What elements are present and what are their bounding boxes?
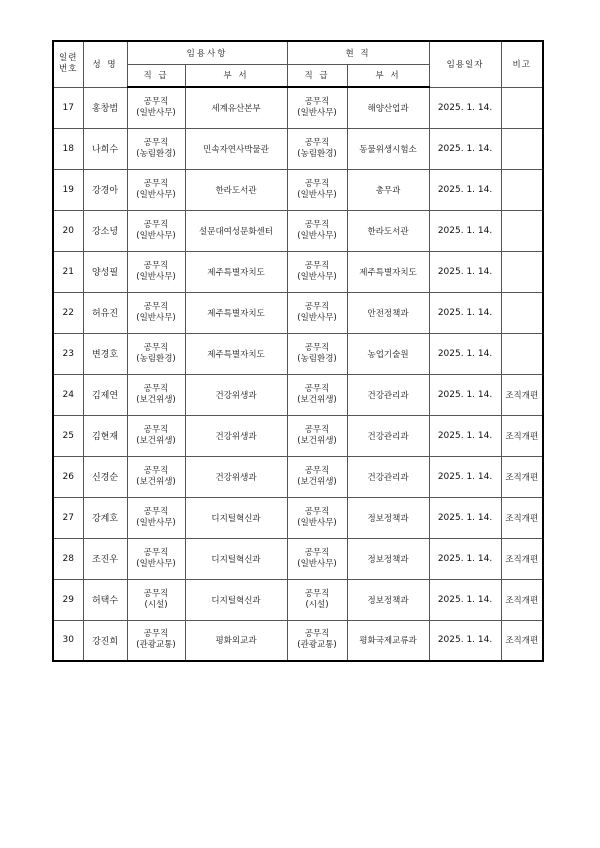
row-cur-rank: 공무직 (보건위생): [287, 456, 347, 497]
row-name: 강진희: [83, 620, 127, 661]
row-serial: 29: [53, 579, 83, 620]
row-cur-rank: 공무직 (일반사무): [287, 497, 347, 538]
row-note: [501, 169, 543, 210]
row-new-rank: 공무직 (농림환경): [127, 333, 185, 374]
row-new-dept: 제주특별자치도: [185, 292, 287, 333]
header-note: 비고: [501, 41, 543, 87]
row-note: [501, 128, 543, 169]
row-name: 허유진: [83, 292, 127, 333]
row-name: 나희수: [83, 128, 127, 169]
header-cur-dept: 부 서: [347, 64, 429, 87]
row-cur-rank: 공무직 (시설): [287, 579, 347, 620]
row-cur-dept: 정보정책과: [347, 497, 429, 538]
table-row: [53, 333, 543, 374]
row-new-rank: 공무직 (일반사무): [127, 169, 185, 210]
row-name: 김제연: [83, 374, 127, 415]
row-serial: 20: [53, 210, 83, 251]
row-date: 2025. 1. 14.: [429, 620, 501, 661]
header-current-position: 현 직: [287, 41, 429, 64]
table-row: [53, 292, 543, 333]
row-new-rank: 공무직 (일반사무): [127, 210, 185, 251]
row-cur-dept: 정보정책과: [347, 579, 429, 620]
row-date: 2025. 1. 14.: [429, 87, 501, 128]
row-new-dept: 민속자연사박물관: [185, 128, 287, 169]
row-date: 2025. 1. 14.: [429, 415, 501, 456]
row-name: 강경아: [83, 169, 127, 210]
row-cur-rank: 공무직 (관광교통): [287, 620, 347, 661]
row-name: 허택수: [83, 579, 127, 620]
row-date: 2025. 1. 14.: [429, 210, 501, 251]
row-serial: 27: [53, 497, 83, 538]
row-date: 2025. 1. 14.: [429, 292, 501, 333]
row-new-dept: 제주특별자치도: [185, 333, 287, 374]
row-note: [501, 210, 543, 251]
row-name: 홍창범: [83, 87, 127, 128]
row-cur-rank: 공무직 (일반사무): [287, 538, 347, 579]
row-date: 2025. 1. 14.: [429, 579, 501, 620]
row-serial: 25: [53, 415, 83, 456]
row-date: 2025. 1. 14.: [429, 169, 501, 210]
row-new-rank: 공무직 (농림환경): [127, 128, 185, 169]
row-new-rank: 공무직 (일반사무): [127, 538, 185, 579]
row-cur-rank: 공무직 (일반사무): [287, 292, 347, 333]
row-date: 2025. 1. 14.: [429, 456, 501, 497]
table-row: [53, 128, 543, 169]
row-note: 조직개편: [501, 538, 543, 579]
row-name: 김현재: [83, 415, 127, 456]
row-note: 조직개편: [501, 579, 543, 620]
header-cur-rank: 직 급: [287, 64, 347, 87]
table-row: [53, 374, 543, 415]
row-date: 2025. 1. 14.: [429, 333, 501, 374]
table-row: [53, 169, 543, 210]
row-new-rank: 공무직 (보건위생): [127, 415, 185, 456]
row-cur-dept: 안전정책과: [347, 292, 429, 333]
row-new-dept: 제주특별자치도: [185, 251, 287, 292]
row-cur-rank: 공무직 (일반사무): [287, 169, 347, 210]
row-new-dept: 한라도서관: [185, 169, 287, 210]
row-note: 조직개편: [501, 374, 543, 415]
row-new-rank: 공무직 (보건위생): [127, 456, 185, 497]
row-cur-dept: 해양산업과: [347, 87, 429, 128]
row-note: 조직개편: [501, 456, 543, 497]
row-note: [501, 87, 543, 128]
row-new-rank: 공무직 (시설): [127, 579, 185, 620]
row-date: 2025. 1. 14.: [429, 374, 501, 415]
row-note: 조직개편: [501, 620, 543, 661]
row-cur-dept: 건강관리과: [347, 456, 429, 497]
header-new-rank: 직 급: [127, 64, 185, 87]
row-cur-rank: 공무직 (보건위생): [287, 415, 347, 456]
table-row: [53, 251, 543, 292]
row-serial: 17: [53, 87, 83, 128]
row-cur-dept: 제주특별자치도: [347, 251, 429, 292]
row-name: 강계호: [83, 497, 127, 538]
row-cur-dept: 정보정책과: [347, 538, 429, 579]
table-row: [53, 87, 543, 128]
header-serial: 일련 번호: [53, 41, 83, 87]
row-cur-rank: 공무직 (일반사무): [287, 210, 347, 251]
row-name: 양성필: [83, 251, 127, 292]
row-new-dept: 세계유산본부: [185, 87, 287, 128]
row-note: [501, 251, 543, 292]
row-name: 강소녕: [83, 210, 127, 251]
row-note: [501, 333, 543, 374]
row-new-dept: 건강위생과: [185, 374, 287, 415]
row-new-rank: 공무직 (관광교통): [127, 620, 185, 661]
row-cur-dept: 건강관리과: [347, 374, 429, 415]
table-row: [53, 210, 543, 251]
row-cur-dept: 건강관리과: [347, 415, 429, 456]
appointment-table: [52, 40, 544, 662]
row-serial: 18: [53, 128, 83, 169]
row-date: 2025. 1. 14.: [429, 497, 501, 538]
row-cur-dept: 동물위생시험소: [347, 128, 429, 169]
table-row: [53, 579, 543, 620]
row-serial: 23: [53, 333, 83, 374]
row-date: 2025. 1. 14.: [429, 251, 501, 292]
row-serial: 28: [53, 538, 83, 579]
header-new-dept: 부 서: [185, 64, 287, 87]
row-new-dept: 디지털혁신과: [185, 497, 287, 538]
row-cur-dept: 한라도서관: [347, 210, 429, 251]
row-cur-rank: 공무직 (농림환경): [287, 128, 347, 169]
row-name: 조진우: [83, 538, 127, 579]
header-date: 임용일자: [429, 41, 501, 87]
row-new-rank: 공무직 (일반사무): [127, 497, 185, 538]
table-row: [53, 497, 543, 538]
row-cur-rank: 공무직 (농림환경): [287, 333, 347, 374]
row-new-rank: 공무직 (일반사무): [127, 87, 185, 128]
row-note: 조직개편: [501, 415, 543, 456]
row-new-dept: 평화외교과: [185, 620, 287, 661]
row-name: 변경호: [83, 333, 127, 374]
row-new-dept: 디지털혁신과: [185, 538, 287, 579]
row-cur-rank: 공무직 (보건위생): [287, 374, 347, 415]
row-serial: 22: [53, 292, 83, 333]
row-new-dept: 건강위생과: [185, 415, 287, 456]
row-serial: 26: [53, 456, 83, 497]
row-cur-rank: 공무직 (일반사무): [287, 251, 347, 292]
row-date: 2025. 1. 14.: [429, 128, 501, 169]
header-appointment: 임용사항: [127, 41, 287, 64]
table-row: [53, 620, 543, 661]
table-row: [53, 415, 543, 456]
row-cur-dept: 평화국제교류과: [347, 620, 429, 661]
row-cur-rank: 공무직 (일반사무): [287, 87, 347, 128]
row-note: 조직개편: [501, 497, 543, 538]
row-new-rank: 공무직 (일반사무): [127, 292, 185, 333]
header-name: 성 명: [83, 41, 127, 87]
row-new-rank: 공무직 (일반사무): [127, 251, 185, 292]
row-cur-dept: 농업기술원: [347, 333, 429, 374]
row-serial: 30: [53, 620, 83, 661]
row-date: 2025. 1. 14.: [429, 538, 501, 579]
row-new-rank: 공무직 (보건위생): [127, 374, 185, 415]
row-serial: 19: [53, 169, 83, 210]
table-row: [53, 456, 543, 497]
row-name: 신경순: [83, 456, 127, 497]
table-row: [53, 538, 543, 579]
row-new-dept: 건강위생과: [185, 456, 287, 497]
row-new-dept: 설문대여성문화센터: [185, 210, 287, 251]
row-note: [501, 292, 543, 333]
row-cur-dept: 총무과: [347, 169, 429, 210]
row-serial: 21: [53, 251, 83, 292]
row-new-dept: 디지털혁신과: [185, 579, 287, 620]
row-serial: 24: [53, 374, 83, 415]
